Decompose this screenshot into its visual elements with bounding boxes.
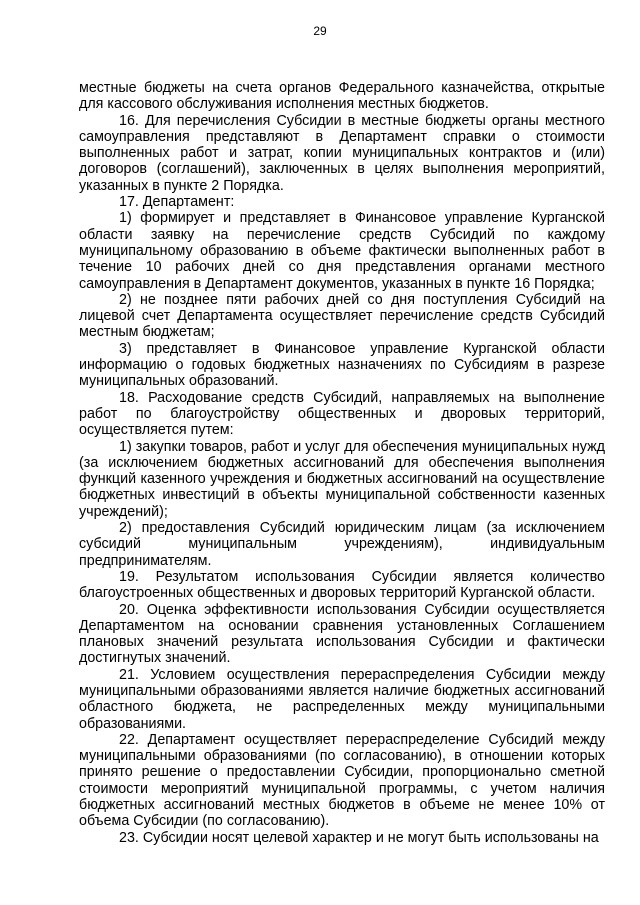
paragraph-19: 19. Результатом использования Субсидии является количество благоустроенных общественных и дворовых территорий Курганской области.	[79, 568, 605, 602]
paragraph-18: 18. Расходование средств Субсидий, направляемых на выполнение работ по благоустройству общественных и дворовых территорий, осуществляется путем:	[79, 389, 605, 439]
paragraph-17-item-2: 2) не позднее пяти рабочих дней со дня поступления Субсидий на лицевой счет Департамента осуществляет перечисление средств Субсидий местным бюджетам;	[79, 291, 605, 341]
paragraph-18-item-2: 2) предоставления Субсидий юридическим лицам (за исключением субсидий муниципальным учреждениям), индивидуальным предпринимателям.	[79, 520, 605, 569]
paragraph-17: 17. Департамент:	[119, 194, 235, 211]
paragraph-17-item-3: 3) представляет в Финансовое управление Курганской области информацию о годовых бюджетных назначениях по Субсидиям в разрезе муниципальных образований.	[79, 340, 605, 390]
page-number: 29	[313, 24, 327, 38]
paragraph-continuation: местные бюджеты на счета органов Федерального казначейства, открытые для кассового обслуживания исполнения местных бюджетов.	[79, 80, 605, 113]
paragraph-22: 22. Департамент осуществляет перераспределение Субсидий между муниципальными образованиями (по согласованию), в отношении которых принято решение о предоставлении Субсидии, пропорционально сметной стоимости мероприятий муниципальной программы, с учетом наличия бюджетных ассигнований местных бюджетов в объеме не менее 10% от объема Субсидии (по согласованию).	[79, 731, 605, 830]
paragraph-16: 16. Для перечисления Субсидии в местные бюджеты органы местного самоуправления представляют в Департамент справки о стоимости выполненных работ и затрат, копии муниципальных контрактов и (или) договоров (соглашений), заключенных в целях выполнения мероприятий, указанных в пункте 2 Порядка.	[79, 112, 605, 194]
document-body	[79, 80, 605, 846]
paragraph-20: 20. Оценка эффективности использования Субсидии осуществляется Департаментом на основании сравнения установленных Соглашением плановых значений результата использования Субсидии и фактически достигнутых значений.	[79, 601, 605, 667]
paragraph-21: 21. Условием осуществления перераспределения Субсидии между муниципальными образованиями является наличие бюджетных ассигнований областного бюджета, не распределенных между муниципальными образованиями.	[79, 666, 605, 732]
paragraph-23: 23. Субсидии носят целевой характер и не могут быть использованы на	[119, 829, 599, 846]
paragraph-17-item-1: 1) формирует и представляет в Финансовое управление Курганской области заявку на перечисление средств Субсидий по каждому муниципальному образованию в объеме фактически выполненных работ в течение 10 рабочих дней со дня представления органами местного самоуправления в Департамент документов, указанных в пункте 16 Порядка;	[79, 210, 605, 292]
paragraph-18-item-1: 1) закупки товаров, работ и услуг для обеспечения муниципальных нужд (за исключением бюджетных ассигнований для обеспечения выполнения функций казенного учреждения и бюджетных ассигнований на осуществление бюджетных инвестиций в объекты муниципальной собственности казенных учреждений);	[79, 438, 605, 520]
